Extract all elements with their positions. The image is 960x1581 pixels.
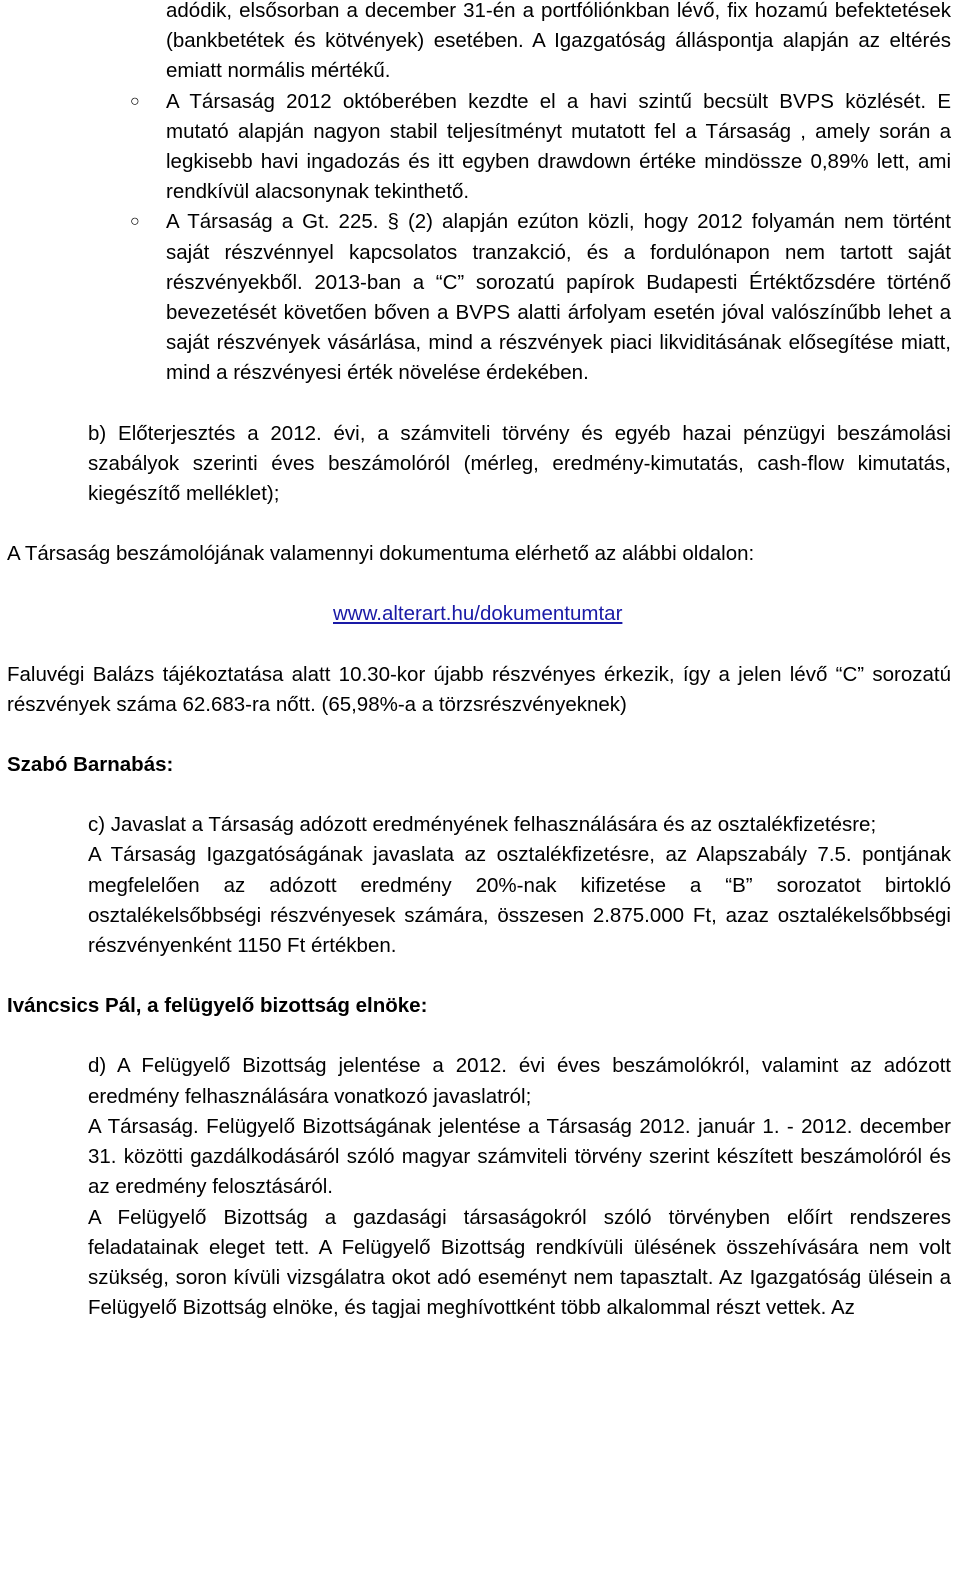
bullet-text: A Társaság 2012 októberében kezdte el a havi szintű becsült BVPS közlését. E mutató alapján nagyon stabil teljesítményt mutatott fel a Társaság , amely során a legkisebb havi ingadozás és itt egyben drawdown értéke mindössze 0,89% lett, ami rendkívül alacsonynak tekinthető. bbox=[166, 89, 951, 204]
agenda-item-d-title: d) A Felügyelő Bizottság jelentése a 2012. évi éves beszámolókról, valamint az adózott eredmény felhasználására vonatkozó javaslatról; bbox=[88, 1054, 951, 1108]
speaker-heading-ivancsics: Iváncsics Pál, a felügyelő bizottság elnöke: bbox=[7, 994, 428, 1018]
agenda-item-d-body-2: A Felügyelő Bizottság a gazdasági társaságokról szóló törvényben előírt rendszeres feladatainak eleget tett. A Felügyelő Bizottság rendkívüli ülésének összehívására nem volt szükség, soron kívüli vizsgálatra okot adó eseményt nem tapasztalt. Az Igazgatóság ülésein a Felügyelő Bizottság elnöke, és tagjai meghívottként több alkalommal részt vettek. Az bbox=[88, 1205, 951, 1320]
circle-bullet-icon: ○ bbox=[130, 213, 140, 231]
circle-bullet-icon: ○ bbox=[130, 92, 140, 110]
bullet-text: A Társaság a Gt. 225. § (2) alapján ezúton közli, hogy 2012 folyamán nem történt saját részvénnyel kapcsolatos tranzakció, és a fordulónapon nem tartott saját részvényekből. 2013-ban a “C” sorozatú papírok Budapesti Értéktőzsdére történő bevezetését követően bőven a BVPS alatti árfolyam esetén jóval valószínűbb lehet a saját részvények vásárlása, mind a részvények piaci likviditásának elősegítése miatt, mind a részvényesi érték növelése érdekében. bbox=[166, 210, 951, 385]
paragraph-documents: A Társaság beszámolójának valamennyi dokumentuma elérhető az alábbi oldalon: bbox=[7, 542, 755, 566]
speaker-heading-szabo: Szabó Barnabás: bbox=[7, 753, 174, 777]
link-line bbox=[0, 599, 960, 629]
paragraph-continued: adódik, elsősorban a december 31-én a portfóliónkban lévő, fix hozamú befektetések (bankbetétek és kötvények) esetében. A Igazgatóság álláspontja alapján az eltérés emiatt normális mértékű. bbox=[166, 0, 951, 83]
bullet-item-own-shares bbox=[130, 207, 951, 388]
paragraph-faluvegi: Faluvégi Balázs tájékoztatása alatt 10.30-kor újabb részvényes érkezik, így a jelen lévő “C” sorozatú részvények száma 62.683-ra nőtt. (65,98%-a a törzsrészvényeknek) bbox=[7, 662, 951, 716]
bullet-item-bvps bbox=[130, 87, 951, 208]
agenda-item-c-body: A Társaság Igazgatóságának javaslata az osztalékfizetésre, az Alapszabály 7.5. pontjának megfelelően az adózott eredmény 20%-nak kifizetése a “B” sorozatot birtokló osztalékelsőbbségi részvényesek számára, összesen 2.875.000 Ft, azaz osztalékelsőbbségi részvényenként 1150 Ft értékben. bbox=[88, 843, 951, 958]
document-archive-link[interactable]: www.alterart.hu/dokumentumtar bbox=[333, 602, 623, 626]
agenda-item-c-title: c) Javaslat a Társaság adózott eredményének felhasználására és az osztalékfizetésre; bbox=[88, 813, 877, 837]
agenda-item-d-body-1: A Társaság. Felügyelő Bizottságának jelentése a Társaság 2012. január 1. - 2012. december 31. közötti gazdálkodásáról szóló magyar számviteli törvény szerint készített beszámolóról és az eredmény felosztásáról. bbox=[88, 1114, 951, 1199]
agenda-item-b: b) Előterjesztés a 2012. évi, a számviteli törvény és egyéb hazai pénzügyi beszámolási szabályok szerinti éves beszámolóról (mérleg, eredmény-kimutatás, cash-flow kimutatás, kiegészítő melléklet); bbox=[88, 421, 951, 506]
